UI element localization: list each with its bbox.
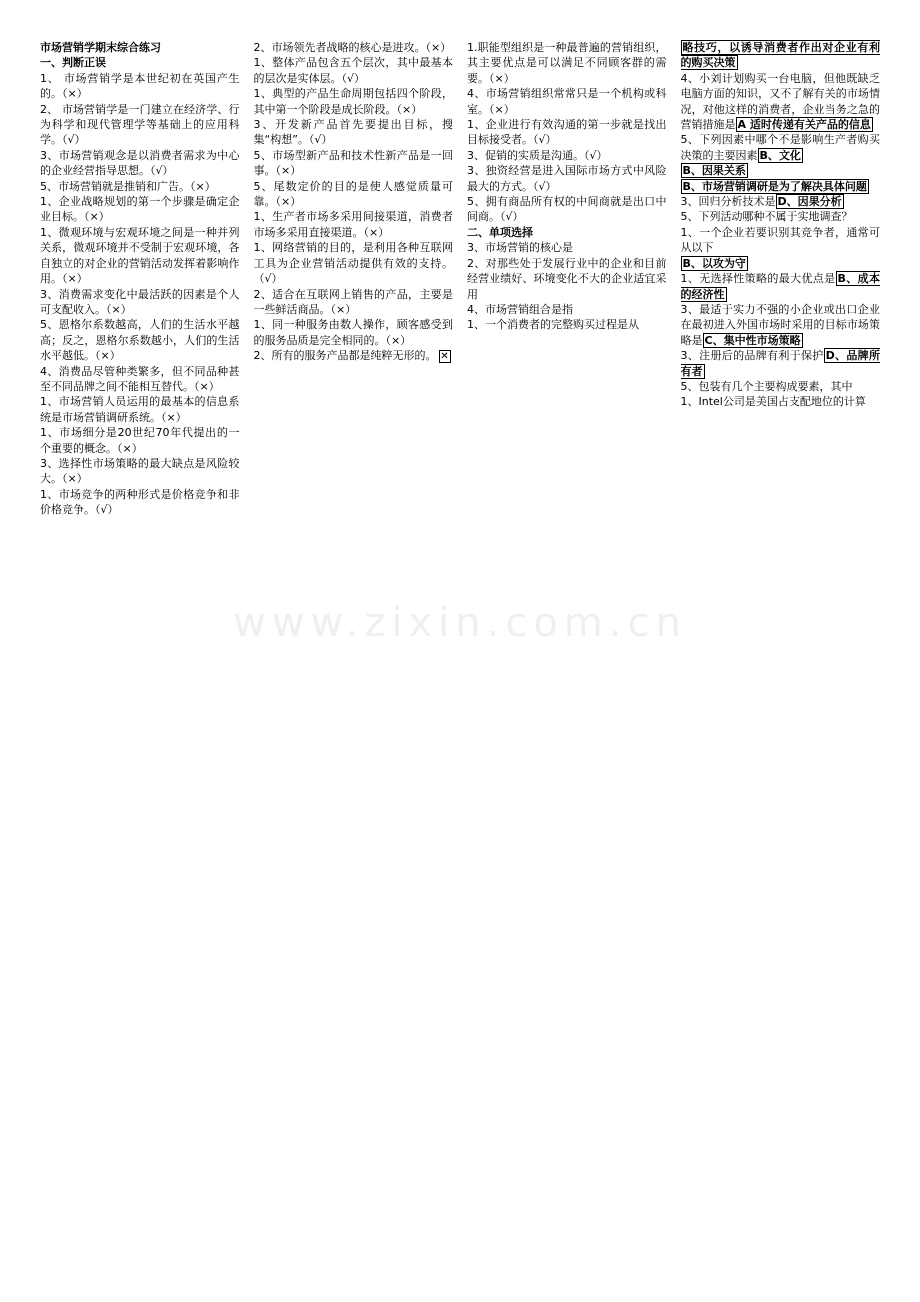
- paragraph: [681, 302, 881, 348]
- paragraph: 4、消费品尽管种类繁多，但不同品种甚至不同品牌之间不能相互替代。（×）: [40, 364, 240, 393]
- paragraph: [681, 194, 881, 209]
- boxed-answer: A 适时传递有关产品的信息: [737, 118, 871, 132]
- column-4: [681, 40, 881, 1262]
- paragraph: 3、独资经营是进入国际市场方式中风险最大的方式。（√）: [467, 164, 667, 193]
- column-2: [254, 40, 454, 1262]
- column-1-body: [40, 71, 240, 518]
- boxed-answer: D、品牌所有者: [680, 349, 880, 378]
- paragraph: 1、市场细分是20世纪70年代提出的一个重要的概念。（×）: [40, 426, 240, 455]
- paragraph: 1.职能型组织是一种最普遍的营销组织，其主要优点是可以满足不同顾客群的需要。（×）: [467, 41, 667, 85]
- paragraph: 1、企业进行有效沟通的第一步就是找出目标接受者。（√）: [467, 118, 667, 147]
- paragraph-text: 3、回归分析技术是: [680, 195, 776, 209]
- boxed-answer: B、市场营销调研是为了解决具体问题: [682, 179, 867, 193]
- watermark: www.zixin.com.cn: [233, 600, 687, 646]
- paragraph: 5、市场营销就是推销和广告。（×）: [40, 179, 216, 193]
- paragraph: 5、下列活动哪种不属于实地调查？: [680, 210, 853, 224]
- paragraph: 5、拥有商品所有权的中间商就是出口中间商。（√）: [467, 195, 667, 224]
- paragraph: 1、微观环境与宏观环境之间是一种并列关系，微观环境并不受制于宏观环境，各自独立的对企业的营销活动发挥着影响作用。（×）: [40, 225, 240, 286]
- paragraph: 1、整体产品包含五个层次，其中最基本的层次是实体层。（√）: [253, 56, 453, 85]
- paragraph: [681, 71, 881, 133]
- paragraph: 2、对那些处于发展行业中的企业和目前经营业绩好、环境变化不大的企业适宜采用: [467, 256, 667, 301]
- paragraph: [681, 271, 881, 302]
- paragraph: 5、市场型新产品和技术性新产品是一回事。（×）: [253, 148, 453, 178]
- paragraph: [681, 40, 881, 71]
- paragraph: 1、同一种服务由数人操作，顾客感受到的服务品质是完全相同的。（×）: [253, 318, 453, 347]
- boxed-answer: 略技巧，以诱导消费者作出对企业有利的购买决策: [680, 41, 880, 70]
- paragraph: 1、 市场营销学是本世纪初在英国产生的。（×）: [40, 71, 240, 101]
- doc-title: 市场营销学期末综合练习: [40, 41, 161, 54]
- paragraph: 3、促销的实质是沟通。（√）: [467, 148, 608, 162]
- paragraph: [254, 348, 454, 363]
- paragraph: 1、市场营销人员运用的最基本的信息系统是市场营销调研系统。（×）: [40, 395, 240, 424]
- paragraph-text: 3、最适于实力不强的小企业或出口企业在最初进入外国市场时采用的目标市场策略是: [680, 302, 880, 347]
- paragraph: [681, 256, 881, 271]
- paragraph-text: 3、注册后的品牌有利于保护: [680, 349, 824, 363]
- paragraph: 2、市场领先者战略的核心是进攻。（×）: [253, 41, 452, 54]
- paragraph: 3、市场营销的核心是: [467, 241, 573, 255]
- paragraph: 2、 市场营销学是一门建立在经济学、行为科学和现代管理学等基础上的应用科学。（√）: [40, 102, 240, 147]
- paragraph: 1、企业战略规划的第一个步骤是确定企业目标。（×）: [40, 195, 240, 224]
- paragraph: 1、网络营销的目的，是利用各种互联网工具为企业营销活动提供有效的支持。（√）: [253, 241, 453, 286]
- column-3: [467, 40, 667, 1262]
- paragraph: [681, 179, 881, 194]
- section-heading-judge: 一、判断正误: [40, 56, 106, 70]
- paragraph: 3、市场营销观念是以消费者需求为中心的企业经营指导思想。（√）: [40, 148, 240, 178]
- boxed-answer: B、成本的经济性: [680, 272, 880, 301]
- cross-box-icon: ✕: [440, 351, 449, 363]
- boxed-answer: D、因果分析: [777, 195, 842, 209]
- paragraph: 3、开发新产品首先要提出目标，搜集“构想”。（√）: [253, 118, 453, 147]
- paragraph: 1、市场竞争的两种形式是价格竞争和非价格竞争。（√）: [40, 487, 240, 517]
- boxed-answer: C、集中性市场策略: [704, 333, 801, 347]
- paragraph: 3、消费需求变化中最活跃的因素是个人可支配收入。（×）: [40, 287, 240, 316]
- paragraph: 5、包装有几个主要构成要素，其中: [680, 379, 853, 393]
- paragraph: 1、典型的产品生命周期包括四个阶段，其中第一个阶段是成长阶段。（×）: [253, 87, 453, 116]
- paragraph: 2、适合在互联网上销售的产品，主要是一些鲜活商品。（×）: [253, 287, 453, 316]
- paragraph-text: 5、下列因素中哪个不是影响生产者购买决策的主要因素: [680, 133, 880, 162]
- boxed-answer: B、因果关系: [682, 164, 746, 178]
- paragraph: 3、选择性市场策略的最大缺点是风险较大。（×）: [40, 456, 240, 486]
- paragraph-text: 2、所有的服务产品都是纯粹无形的。: [253, 349, 437, 363]
- boxed-answer: B、以攻为守: [682, 256, 746, 270]
- paragraph: 4、市场营销组合是指: [467, 302, 573, 316]
- document-page: [40, 40, 880, 1262]
- paragraph-text: 1、无选择性策略的最大优点是: [680, 272, 836, 286]
- paragraph: 1、一个企业若要识别其竞争者，通常可从以下: [680, 225, 880, 255]
- section-heading-single: 二、单项选择: [467, 225, 533, 239]
- paragraph: [681, 163, 881, 178]
- paragraph: 4、市场营销组织常常只是一个机构或科室。（×）: [467, 87, 667, 116]
- paragraph: 1、一个消费者的完整购买过程是从: [467, 318, 639, 332]
- paragraph: 1、生产者市场多采用间接渠道，消费者市场多采用直接渠道。（×）: [253, 210, 453, 239]
- column-1: [40, 40, 240, 1262]
- boxed-answer: B、文化: [759, 148, 801, 162]
- paragraph: [681, 348, 881, 379]
- paragraph: [681, 132, 881, 163]
- paragraph-text: 4、小刘计划购买一台电脑，但他既缺乏电脑方面的知识，又不了解有关的市场情况，对他这样的消费者，企业当务之急的营销措施是: [680, 71, 880, 132]
- paragraph: 1、Intel公司是美国占支配地位的计算: [680, 395, 866, 409]
- paragraph: 5、恩格尔系数越高，人们的生活水平越高；反之，恩格尔系数越小，人们的生活水平越低。（×）: [40, 318, 240, 363]
- paragraph: 5、尾数定价的目的是使人感觉质量可靠。（×）: [253, 179, 453, 209]
